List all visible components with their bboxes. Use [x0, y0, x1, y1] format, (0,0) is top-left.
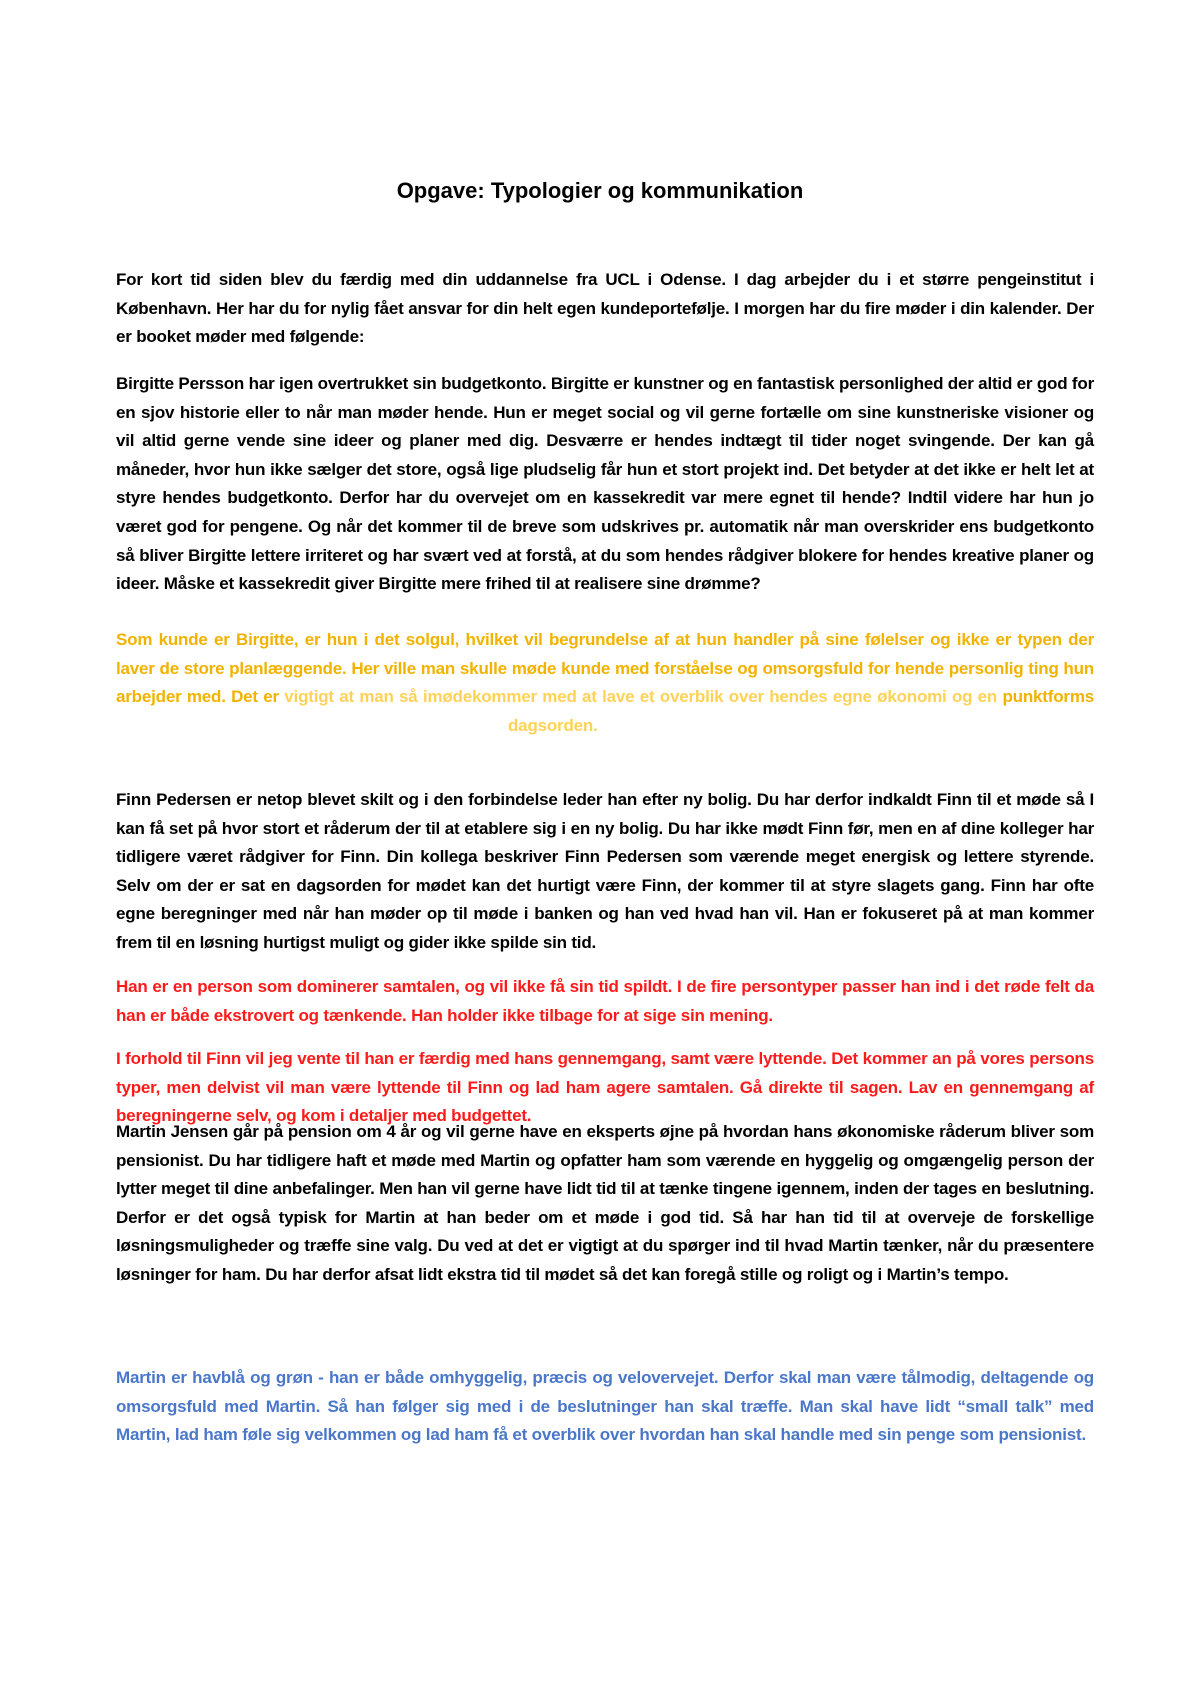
martin-answer-paragraph: Martin er havblå og grøn - han er både omhyggelig, præcis og velovervejet. Derfor skal man være tålmodig, deltagende og omsorgsfuld med Martin. Så han følger sig med i de beslutninger han skal træffe. Man skal have lidt “small talk” med Martin, lad ham føle sig velkommen og lad ham få et overblik over hvordan han skal handle med sin penge som pensionist. [116, 1368, 1094, 1445]
birgitte-answer-part3: punktforms [1002, 687, 1095, 707]
finn-case-paragraph: Finn Pedersen er netop blevet skilt og i den forbindelse leder han efter ny bolig. Du har derfor indkaldt Finn til et møde så I kan få set på hvor stort et råderum der til at etablere sig i en ny bolig. Du har ikke mødt Finn før, men en af dine kolleger har tidligere været rådgiver for Finn. Din kollega beskriver Finn Pedersen som værende meget energisk og lettere styrende. Selv om der er sat en dagsorden for mødet kan det hurtigt være Finn, der kommer til at styre slagets gang. Finn har ofte egne beregninger med når han møder op til møde i banken og han ved hvad han vil. Han er fokuseret på at man kommer frem til en løsning hurtigst muligt og gider ikke spilde sin tid. [116, 790, 1094, 952]
martin-case-paragraph: Martin Jensen går på pension om 4 år og vil gerne have en eksperts øjne på hvordan hans økonomiske råderum bliver som pensionist. Du har tidligere haft et møde med Martin og opfatter ham som værende en hyggelig og omgængelig person der lytter meget til dine anbefalinger. Men han vil gerne have lidt tid til at tænke tingene igennem, inden der tages en beslutning. Derfor er det også typisk for Martin at han beder om et møde i god tid. Så har han tid til at overveje de forskellige løsningsmuligheder og træffe sine valg. Du ved at det er vigtigt at du spørger ind til hvad Martin tænker, når du præsentere løsninger for ham. Du har derfor afsat lidt ekstra tid til mødet så det kan foregå stille og roligt og i Martin’s tempo. [116, 1122, 1094, 1284]
intro-paragraph: For kort tid siden blev du færdig med din uddannelse fra UCL i Odense. I dag arbejder du i et større pengeinstitut i København. Her har du for nylig fået ansvar for din helt egen kundeportefølje. I morgen har du fire møder i din kalender. Der er booket møder med følgende: [116, 270, 1094, 347]
page-title: Opgave: Typologier og kommunikation [396, 178, 804, 203]
birgitte-answer-part1: Som kunde er Birgitte, er hun i det solgul, hvilket vil begrundelse af at hun handler på sine følelser og ikke er typen der laver de store planlæggende. Her ville man skulle møde kunde med forståelse og omsorgsfuld for hende personlig ting hun arbejder med. Det er [116, 630, 1094, 707]
finn-answer-paragraph-2: I forhold til Finn vil jeg vente til han er færdig med hans gennemgang, samt være lyttende. Det kommer an på vores persons typer, men delvist vil man være lyttende til Finn og lad ham agere samtalen. Gå direkte til sagen. Lav en gennemgang af beregningerne selv, og kom i detaljer med budgettet. [116, 1049, 1094, 1126]
birgitte-answer-part2: vigtigt at man så imødekommer med at lave et overblik over hendes egne økonomi og en [284, 687, 998, 707]
birgitte-answer-part4: dagsorden. [508, 715, 598, 735]
finn-answer-paragraph-1: Han er en person som dominerer samtalen, og vil ikke få sin tid spildt. I de fire persontyper passer han ind i det røde felt da han er både ekstrovert og tænkende. Han holder ikke tilbage for at sige sin mening. [116, 977, 1094, 1025]
birgitte-answer-paragraph [116, 626, 1094, 740]
birgitte-case-paragraph: Birgitte Persson har igen overtrukket sin budgetkonto. Birgitte er kunstner og en fantastisk personlighed der altid er god for en sjov historie eller to når man møder hende. Hun er meget social og vil gerne fortælle om sine kunstneriske visioner og vil altid gerne vende sine ideer og planer med dig. Desværre er hendes indtægt til tider noget svingende. Der kan gå måneder, hvor hun ikke sælger det store, også lige pludselig får hun et stort projekt ind. Det betyder at det ikke er helt let at styre hendes budgetkonto. Derfor har du overvejet om en kassekredit var mere egnet til hende? Indtil videre har hun jo været god for pengene. Og når det kommer til de breve som udskrives pr. automatik når man overskrider ens budgetkonto så bliver Birgitte lettere irriteret og har svært ved at forstå, at du som hendes rådgiver blokere for hendes kreative planer og ideer. Måske et kassekredit giver Birgitte mere frihed til at realisere sine drømme? [116, 374, 1094, 594]
